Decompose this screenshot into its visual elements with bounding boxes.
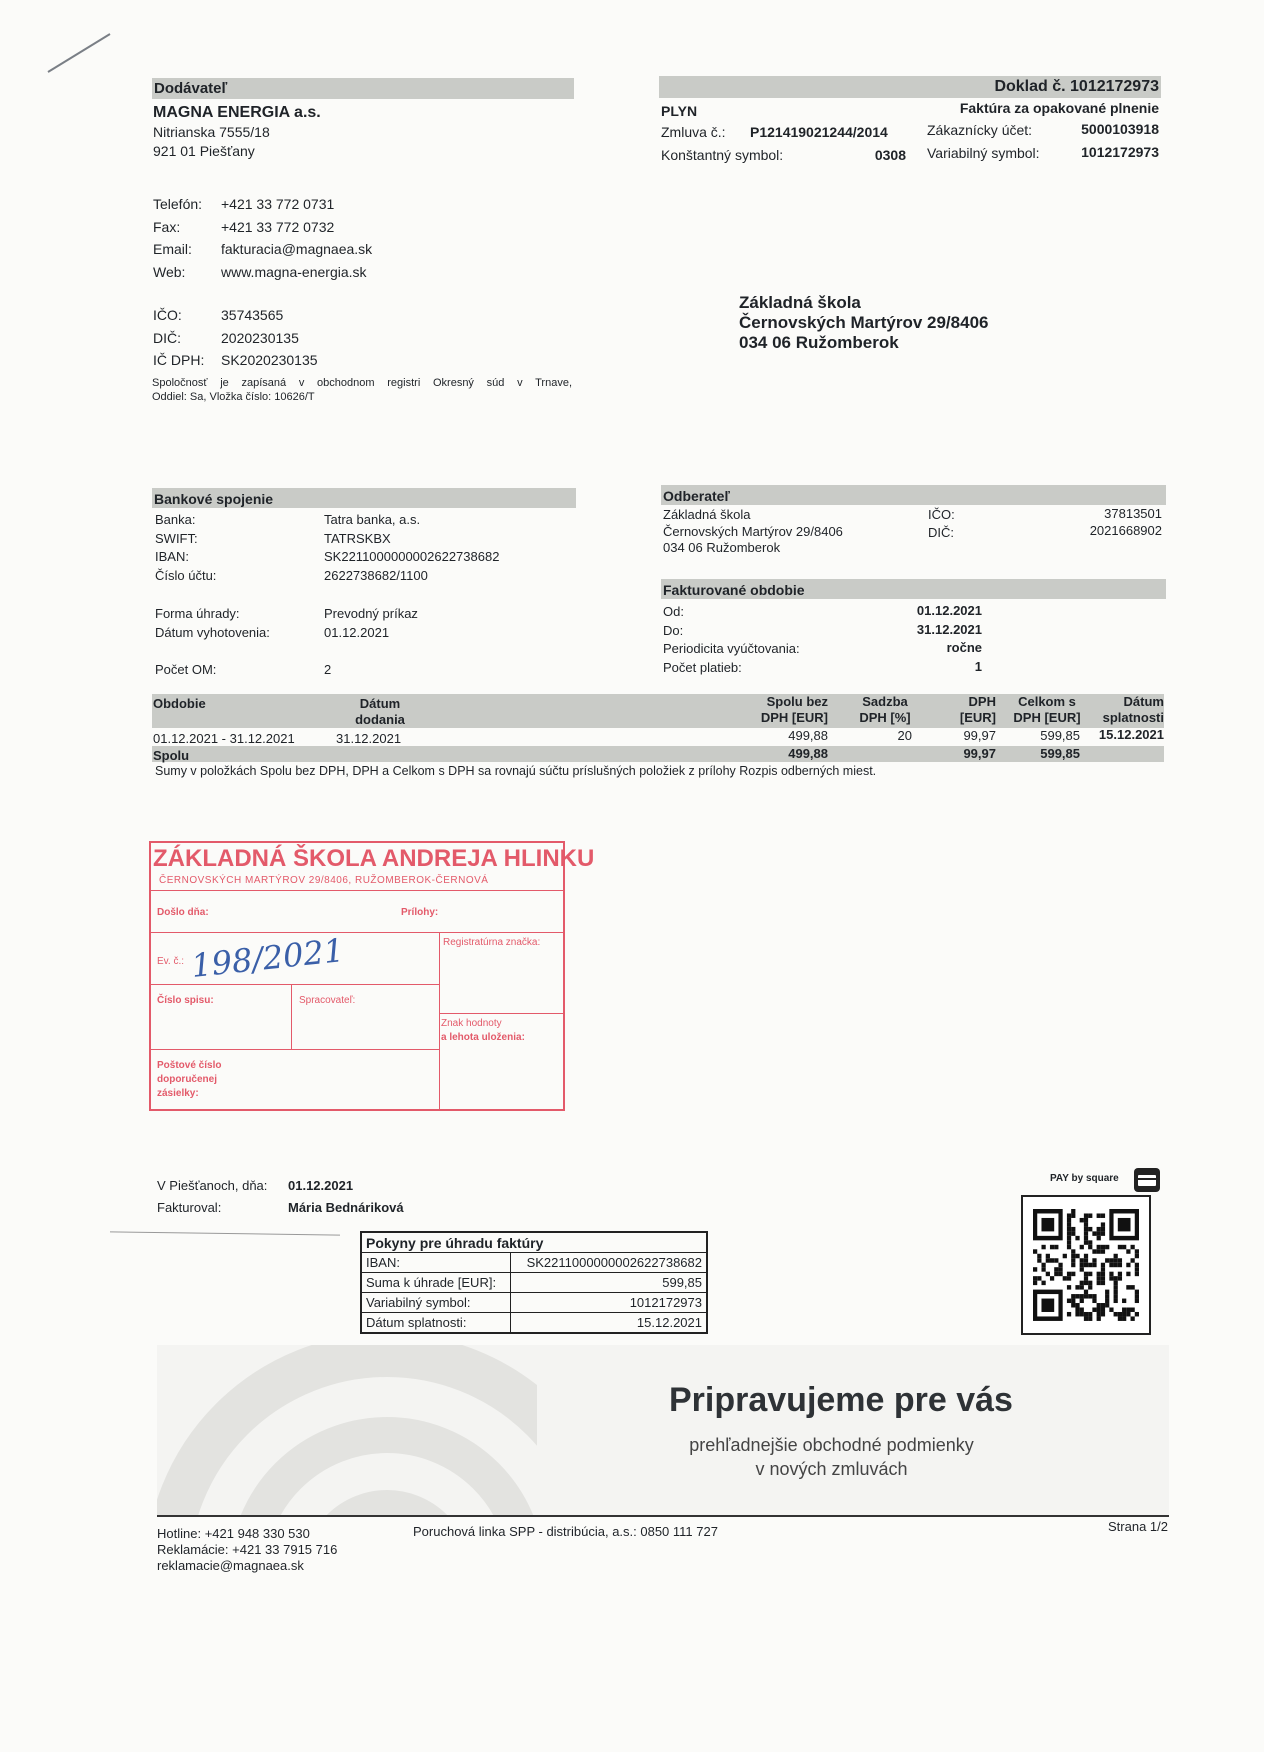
customer-line: Černovských Martýrov 29/8406 [663, 523, 843, 539]
contract-value: P121419021244/2014 [750, 124, 888, 140]
total-vat: 99,97 [963, 746, 996, 761]
period-header: Fakturované obdobie [661, 579, 1166, 599]
stamp-attachments-label: Prílohy: [401, 907, 439, 918]
col-rate [845, 694, 925, 726]
banner-title: Pripravujeme pre vás [669, 1381, 1013, 1419]
summary-note: Sumy v položkách Spolu bez DPH, DPH a Celkom s DPH sa rovnajú súčtu príslušných položiek z prílohy Rozpis odberných miest. [155, 764, 877, 778]
bank-value: Tatra banka, a.s. [324, 512, 421, 527]
issued-by-label: Fakturoval: [157, 1200, 222, 1215]
constant-symbol-label: Konštantný symbol: [661, 147, 784, 163]
col-total-line: DPH [EUR] [1013, 710, 1081, 725]
banner-subtitle [669, 1433, 994, 1481]
contact-label: Email: [153, 241, 192, 257]
recipient-line: 034 06 Ružomberok [739, 333, 899, 352]
period-to-value: 31.12.2021 [916, 621, 982, 637]
payments-value: 1 [974, 658, 982, 674]
stamp-postal-line: Poštové číslo [157, 1060, 222, 1071]
footer-page: Strana 1/2 [1108, 1519, 1168, 1534]
row-vat: 99,97 [963, 728, 996, 743]
periodicity-label: Periodicita vyúčtovania: [663, 641, 800, 656]
period-from-label: Od: [663, 604, 684, 619]
promo-banner [157, 1345, 1169, 1517]
pi-due-label: Dátum splatnosti: [361, 1313, 511, 1334]
col-total-line: Celkom s [1018, 694, 1076, 709]
stamp-registry-label: Registratúrna značka: [443, 937, 541, 948]
payment-instructions-header: Pokyny pre úhradu faktúry [361, 1232, 707, 1253]
supplier-street: Nitrianska 7555/18 [153, 124, 270, 140]
footer-contacts [157, 1526, 337, 1574]
contact-label: Fax: [153, 218, 181, 235]
payments-label: Počet platieb: [663, 659, 742, 675]
bank-label: SWIFT: [155, 530, 198, 546]
col-delivery-line: Dátum [359, 696, 401, 711]
banner-line: prehľadnejšie obchodné podmienky [689, 1435, 974, 1455]
col-period: Obdobie [153, 696, 206, 711]
periodicity-value: ročne [946, 640, 982, 655]
issue-date-label: Dátum vyhotovenia: [155, 624, 270, 640]
issued-by-value: Mária Bednáriková [288, 1200, 404, 1215]
phone-value: +421 33 772 0731 [221, 196, 335, 212]
col-net [720, 694, 828, 726]
account-number-value: 2622738682/1100 [324, 567, 428, 583]
om-count-value: 2 [324, 662, 332, 677]
email-value: fakturacia@magnaea.sk [221, 241, 373, 257]
pi-amount-value: 599,85 [511, 1273, 708, 1293]
stamp-ev-label: Ev. č.: [157, 956, 185, 967]
stamp-line [439, 1013, 563, 1014]
customer-line: 034 06 Ružomberok [663, 540, 781, 555]
customer-ico-label: IČO: [928, 507, 955, 522]
customer-dic-value: 2021668902 [1089, 523, 1162, 538]
payment-form-value: Prevodný príkaz [324, 606, 418, 621]
supplier-header: Dodávateľ [152, 78, 574, 99]
footer-email: reklamacie@magnaea.sk [157, 1558, 304, 1573]
stamp-postal-line: zásielky: [157, 1088, 199, 1099]
stamp-ev-value: 198/2021 [189, 931, 346, 985]
stamp-line [151, 1049, 439, 1050]
stamp-line [291, 984, 292, 1049]
col-due-line: splatnosti [1102, 710, 1164, 725]
supplier-ids [153, 304, 318, 372]
customer-account-value: 5000103918 [1081, 121, 1159, 137]
col-delivery [320, 696, 440, 728]
stamp-line [151, 932, 563, 933]
customer-dic-label: DIČ: [928, 525, 954, 540]
stamp-title: ZÁKLADNÁ ŠKOLA ANDREJA HLINKU [153, 845, 595, 872]
col-delivery-line: dodania [355, 712, 405, 727]
register-note-line: Spoločnosť je zapísaná v obchodnom registri Okresný súd v Trnave, [152, 377, 572, 389]
stamp-postal-label [157, 1059, 221, 1101]
invoice-type: Faktúra za opakované plnenie [959, 100, 1159, 116]
customer-address [663, 507, 843, 557]
customer-header: Odberateľ [661, 485, 1166, 505]
col-net-line: Spolu bez [766, 694, 828, 709]
recipient-line: Základná škola [739, 293, 861, 312]
variable-symbol-value: 1012172973 [1081, 144, 1159, 160]
stamp-line [151, 890, 563, 891]
period-values [880, 602, 982, 676]
registry-stamp [149, 841, 595, 1111]
recipient-line: Černovských Martýrov 29/8406 [739, 313, 989, 332]
col-vat-line: DPH [968, 694, 996, 709]
footer-complaints: Reklamácie: +421 33 7915 716 [157, 1542, 338, 1557]
supplier-contacts [153, 193, 372, 283]
period-from-value: 01.12.2021 [916, 603, 982, 618]
bank-header: Bankové spojenie [152, 488, 576, 508]
row-net: 499,88 [788, 728, 828, 743]
col-total [1003, 694, 1091, 726]
total-label: Spolu [153, 748, 190, 763]
col-net-line: DPH [EUR] [760, 710, 828, 725]
card-icon [1134, 1168, 1160, 1192]
signature-line [110, 1231, 340, 1235]
document-number: Doklad č. 1012172973 [659, 76, 1161, 98]
om-count [155, 662, 331, 677]
stamp-retention-label [441, 1017, 525, 1045]
customer-ico-value: 37813501 [1104, 506, 1162, 521]
qr-code-pattern [1033, 1209, 1139, 1321]
col-vat [930, 694, 996, 726]
period-to-label: Do: [663, 622, 684, 638]
stamp-retention-line: a lehota uloženia: [441, 1032, 525, 1043]
dic-value: 2020230135 [221, 329, 299, 346]
row-delivery: 31.12.2021 [336, 731, 402, 746]
fax-value: +421 33 772 0732 [221, 218, 335, 235]
stamp-postal-line: doporučenej [157, 1074, 218, 1085]
contract-label: Zmluva č.: [661, 124, 726, 140]
stamp-line [439, 932, 440, 1109]
constant-symbol-value: 0308 [874, 147, 906, 163]
pi-amount-label: Suma k úhrade [EUR]: [361, 1273, 511, 1293]
web-value: www.magna-energia.sk [221, 263, 367, 280]
customer-line: Základná škola [663, 507, 751, 522]
register-note-line: Oddiel: Sa, Vložka číslo: 10626/T [152, 391, 315, 403]
id-label: IČO: [153, 307, 182, 323]
iban-value: SK2211000000002622738682 [324, 549, 500, 564]
bank-label: Číslo účtu: [155, 567, 217, 583]
bank-label: IBAN: [155, 549, 189, 564]
contact-label: Telefón: [153, 196, 203, 212]
footer-emergency: Poruchová linka SPP - distribúcia, a.s.: 0850 111 727 [413, 1524, 718, 1539]
stamp-retention-line: Znak hodnoty [441, 1018, 502, 1029]
ico-value: 35743565 [221, 307, 284, 323]
place-date: 01.12.2021 [288, 1178, 354, 1193]
col-rate-line: DPH [%] [859, 710, 911, 725]
issue-date-value: 01.12.2021 [324, 624, 390, 640]
payment-instructions-table [360, 1231, 708, 1334]
pi-vs-label: Variabilný symbol: [361, 1293, 511, 1313]
commodity: PLYN [661, 103, 698, 119]
customer-account-label: Zákaznícky účet: [927, 122, 1033, 138]
pi-iban-value: SK2211000000002622738682 [511, 1253, 708, 1273]
pay-by-square-label: PAY by square [1050, 1173, 1119, 1184]
icdph-value: SK2020230135 [221, 352, 318, 368]
stamp-processor-label: Spracovateľ: [299, 995, 356, 1006]
col-due [1090, 694, 1164, 726]
id-label: IČ DPH: [153, 352, 205, 368]
total-total: 599,85 [1040, 746, 1080, 761]
om-count-label: Počet OM: [155, 662, 217, 677]
payment-form [155, 605, 418, 642]
banner-line: v nových zmluvách [755, 1459, 908, 1479]
contact-label: Web: [153, 263, 186, 280]
supplier-name: MAGNA ENERGIA a.s. [153, 104, 321, 121]
col-due-line: Dátum [1123, 694, 1164, 709]
row-total: 599,85 [1040, 728, 1080, 743]
pi-iban-label: IBAN: [361, 1253, 511, 1273]
pi-vs-value: 1012172973 [511, 1293, 708, 1313]
col-rate-line: Sadzba [862, 694, 908, 709]
swift-value: TATRSKBX [324, 530, 391, 546]
qr-code [1021, 1195, 1151, 1335]
register-note [152, 376, 572, 404]
payment-form-label: Forma úhrady: [155, 606, 240, 621]
footer-hotline: Hotline: +421 948 330 530 [157, 1526, 310, 1541]
supplier-city: 921 01 Piešťany [153, 143, 255, 159]
stamp-received-label: Došlo dňa: [157, 907, 209, 918]
pi-due-value: 15.12.2021 [511, 1313, 708, 1334]
bank-details [155, 511, 499, 585]
total-net: 499,88 [788, 746, 828, 761]
bank-label: Banka: [155, 512, 196, 527]
row-period: 01.12.2021 - 31.12.2021 [153, 731, 295, 746]
recipient-address [739, 293, 988, 353]
row-rate: 20 [897, 728, 912, 743]
pen-mark [44, 30, 114, 76]
period-labels [663, 603, 800, 677]
place-label: V Piešťanoch, dňa: [157, 1178, 268, 1193]
row-due: 15.12.2021 [1098, 727, 1164, 742]
stamp-file-label: Číslo spisu: [157, 995, 214, 1006]
variable-symbol-label: Variabilný symbol: [927, 145, 1040, 161]
stamp-subtitle: ČERNOVSKÝCH MARTÝROV 29/8406, RUŽOMBEROK-ČERNOVÁ [159, 875, 489, 886]
id-label: DIČ: [153, 329, 181, 346]
col-vat-line: [EUR] [959, 710, 996, 725]
swirl-graphic [157, 1345, 537, 1515]
